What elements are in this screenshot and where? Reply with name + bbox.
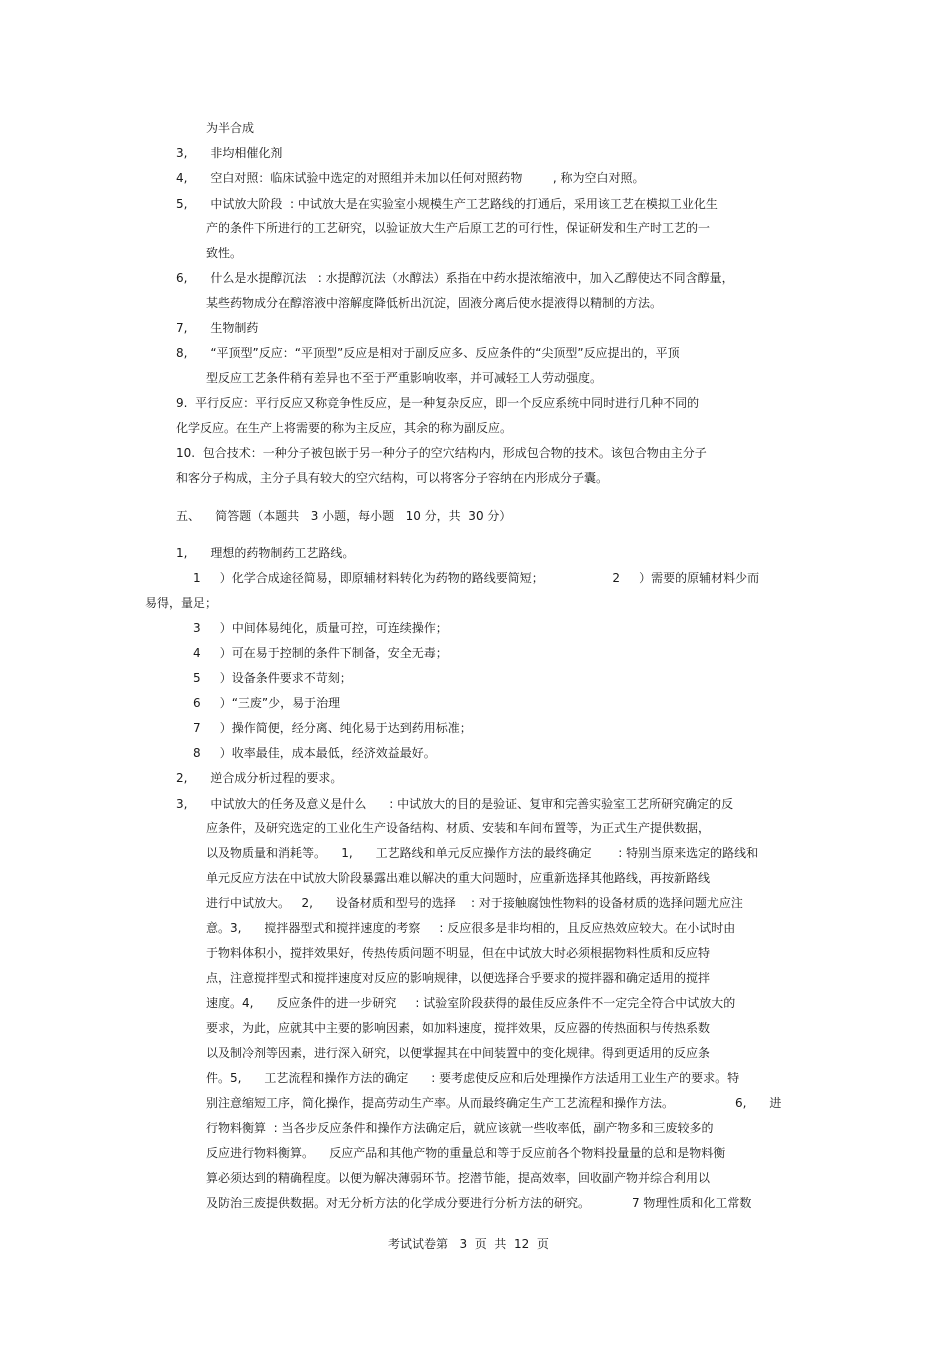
page-footer: 考试试卷第 3 页 共 12 页 [388,1237,549,1251]
text-line: 6, 什么是水提醇沉法 : 水提醇沉法（水醇法）系指在中药水提浓缩液中，加入乙醇使达不同含醇量， [176,271,734,285]
text-line: 算必须达到的精确程度。以便为解决薄弱环节。挖潜节能，提高效率，回收副产物并综合利用以 [206,1171,711,1185]
text-line: 1, 理想的药物制药工艺路线。 [176,546,355,560]
text-line: 易得，量足； [145,596,218,610]
text-line: 别注意缩短工序，简化操作，提高劳动生产率。从而最终确定生产工艺流程和操作方法。 6, 进 [206,1096,782,1110]
text-line: 以及物质量和消耗等。 1, 工艺路线和单元反应操作方法的最终确定 : 特别当原来选定的路线和 [206,846,759,860]
text-line: 4, 空白对照：临床试验中选定的对照组并未加以任何对照药物 , 称为空白对照。 [176,171,645,185]
text-line: 2, 逆合成分析过程的要求。 [176,771,343,785]
text-line: 五、 简答题（本题共 3 小题，每小题 10 分，共 30 分） [176,509,512,523]
text-line: 单元反应方法在中试放大阶段暴露出难以解决的重大问题时，应重新选择其他路线，再按新路线 [206,871,711,885]
text-line: 点，注意搅拌型式和搅拌速度对反应的影响规律，以便选择合乎要求的搅拌器和确定适用的搅拌 [206,971,711,985]
text-line: 于物料体积小，搅拌效果好，传热传质问题不明显，但在中试放大时必须根据物料性质和反应特 [206,946,711,960]
text-line: 5, 中试放大阶段 : 中试放大是在实验室小规模生产工艺路线的打通后，采用该工艺在模拟工业化生 [176,197,718,211]
text-line: 以及制冷剂等因素，进行深入研究，以便掌握其在中间装置中的变化规律。得到更适用的反应条 [206,1046,711,1060]
text-line: 8, “平顶型”反应：“平顶型”反应是相对于副反应多、反应条件的“尖顶型”反应提出的，平顶 [176,346,680,360]
text-line: 型反应工艺条件稍有差异也不至于严重影响收率，并可减轻工人劳动强度。 [206,371,603,385]
text-line: 6 ）“三废”少，易于治理 [193,696,341,710]
text-line: 反应进行物料衡算。 反应产品和其他产物的重量总和等于反应前各个物料投量量的总和是物料衡 [206,1146,726,1160]
text-line: 致性。 [206,246,243,260]
text-line: 某些药物成分在醇溶液中溶解度降低析出沉淀，固液分离后使水提液得以精制的方法。 [206,296,663,310]
text-line: 1 ）化学合成途径简易，即原辅材料转化为药物的路线要简短； 2 ）需要的原辅材料少而 [193,571,760,585]
text-line: 和客分子构成，主分子具有较大的空穴结构，可以将客分子容纳在内形成分子囊。 [176,471,609,485]
text-line: 速度。4, 反应条件的进一步研究 : 试验室阶段获得的最佳反应条件不一定完全符合中试放大的 [206,996,736,1010]
text-line: 8 ）收率最佳，成本最低，经济效益最好。 [193,746,436,760]
text-line: 7, 生物制药 [176,321,259,335]
text-line: 3, 非均相催化剂 [176,146,283,160]
text-line: 行物料衡算 : 当各步反应条件和操作方法确定后，就应该就一些收率低，副产物多和三废较多的 [206,1121,714,1135]
text-line: 3, 中试放大的任务及意义是什么 : 中试放大的目的是验证、复审和完善实验室工艺所研究确定的反 [176,797,734,811]
text-line: 10. 包合技术：一种分子被包嵌于另一种分子的空穴结构内，形成包合物的技术。该包合物由主分子 [176,446,707,460]
text-line: 3 ）中间体易纯化，质量可控，可连续操作； [193,621,448,635]
text-line: 意。3, 搅拌器型式和搅拌速度的考察 : 反应很多是非均相的，且反应热效应较大。在小试时由 [206,921,736,935]
text-line: 5 ）设备条件要求不苛刻； [193,671,352,685]
text-line: 化学反应。在生产上将需要的称为主反应，其余的称为副反应。 [176,421,513,435]
text-line: 及防治三废提供数据。对无分析方法的化学成分要进行分析方法的研究。 7 物理性质和化工常数 [206,1196,752,1210]
text-line: 应条件，及研究选定的工业化生产设备结构、材质、安装和车间布置等，为正式生产提供数据， [206,821,711,835]
text-line: 进行中试放大。 2, 设备材质和型号的选择 : 对于接触腐蚀性物料的设备材质的选择问题尤应注 [206,896,743,910]
text-line: 为半合成 [206,121,255,135]
text-line: 7 ）操作简便，经分离、纯化易于达到药用标准； [193,721,472,735]
text-line: 4 ）可在易于控制的条件下制备，安全无毒； [193,646,448,660]
text-line: 产的条件下所进行的工艺研究，以验证放大生产后原工艺的可行性，保证研发和生产时工艺的一 [206,221,711,235]
text-line: 要求，为此，应就其中主要的影响因素，如加料速度，搅拌效果，反应器的传热面积与传热系数 [206,1021,711,1035]
text-line: 件。5, 工艺流程和操作方法的确定 : 要考虑使反应和后处理操作方法适用工业生产的要求。特 [206,1071,740,1085]
text-line: 9. 平行反应：平行反应又称竞争性反应，是一种复杂反应，即一个反应系统中同时进行几种不同的 [176,396,700,410]
